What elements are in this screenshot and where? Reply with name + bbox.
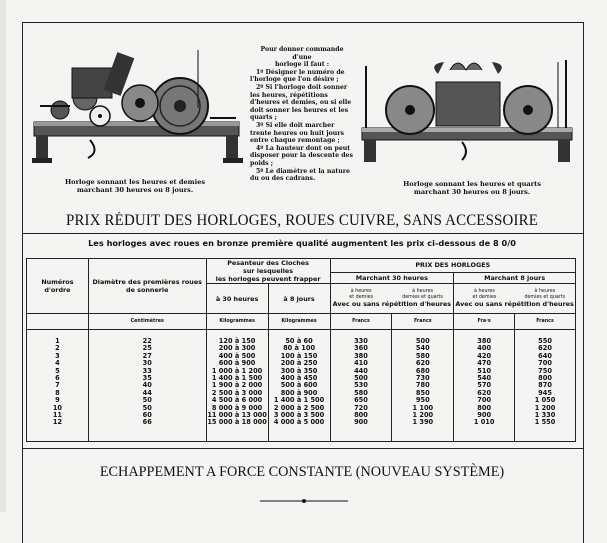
table-cell: 33 bbox=[142, 366, 152, 375]
unit-cell: Francs bbox=[392, 314, 454, 330]
table-cell: 550 bbox=[538, 337, 552, 345]
column-prix-30h-quarts bbox=[392, 330, 454, 442]
header-numero: Numéros d'ordre bbox=[27, 259, 89, 314]
table-cell: 400 à 500 bbox=[218, 351, 256, 360]
table-cell: 750 bbox=[538, 366, 552, 375]
table-cell: 620 bbox=[538, 344, 552, 353]
table-cell: 380 bbox=[354, 351, 368, 360]
table-cell: 12 bbox=[52, 418, 63, 427]
table-cell: 4 bbox=[55, 359, 60, 368]
instruction-item: 3º Si elle doit marcher trente heures ou huit jours entre chaque remontage ; bbox=[250, 121, 345, 145]
unit-cell: Kilogrammes bbox=[206, 314, 268, 330]
table-cell: 80 à 100 bbox=[283, 344, 316, 353]
header-diametre: Diamètre des premières roues de sonnerie bbox=[88, 259, 206, 314]
table-cell: 945 bbox=[538, 388, 552, 397]
order-instructions bbox=[250, 46, 354, 183]
left-illustration-caption: Horloge sonnant les heures et demies marchant 30 heures ou 8 jours. bbox=[64, 178, 206, 195]
table-cell: 800 à 900 bbox=[280, 388, 318, 397]
table-cell: 27 bbox=[142, 351, 152, 360]
table-cell: 600 à 900 bbox=[218, 359, 256, 368]
table-cell: 900 bbox=[354, 418, 368, 427]
table-cell: 50 bbox=[142, 396, 152, 405]
table-cell: 800 bbox=[477, 403, 492, 412]
table-cell: 400 bbox=[477, 344, 492, 353]
left-clock-mechanism-illustration bbox=[30, 48, 245, 166]
table-cell: 4 000 à 5 000 bbox=[273, 418, 325, 427]
header-prix: PRIX DES HORLOGES bbox=[330, 259, 575, 273]
table-cell: 500 à 600 bbox=[280, 381, 318, 390]
table-cell: 380 bbox=[477, 337, 492, 345]
table-cell: 620 bbox=[415, 359, 430, 368]
column-prix-8j-quarts bbox=[515, 330, 576, 442]
table-cell: 580 bbox=[354, 388, 368, 397]
table-cell: 60 bbox=[142, 411, 152, 420]
table-cell: 800 bbox=[538, 374, 552, 383]
instruction-item: 5º Le diamètre et la nature du ou des cadrans. bbox=[250, 167, 350, 183]
table-cell: 7 bbox=[55, 381, 60, 390]
column-cloches-8j bbox=[268, 330, 330, 442]
instruction-item: 2º Si l'horloge doit sonner les heures, répétitions d'heures et demies, ou si elle doit sonner les heures et les quarts ; bbox=[250, 83, 352, 122]
table-cell: 66 bbox=[142, 418, 152, 427]
column-cloches-30h bbox=[206, 330, 268, 442]
table-cell: 1 bbox=[55, 337, 60, 345]
table-cell: 410 bbox=[354, 359, 368, 368]
table-cell: 620 bbox=[477, 388, 492, 397]
table-cell: 780 bbox=[415, 381, 430, 390]
table-cell: 700 bbox=[538, 359, 552, 368]
table-cell: 25 bbox=[142, 344, 152, 353]
table-cell: 540 bbox=[415, 344, 430, 353]
table-cell: 730 bbox=[415, 374, 430, 383]
column-prix-30h-demies bbox=[330, 330, 392, 442]
unit-cell: Kilogrammes bbox=[268, 314, 330, 330]
escapement-title: ECHAPPEMENT A FORCE CONSTANTE (NOUVEAU SYSTÈME) bbox=[99, 464, 505, 480]
table-cell: 540 bbox=[477, 374, 492, 383]
page-edge bbox=[0, 0, 6, 512]
table-cell: 570 bbox=[477, 381, 492, 390]
table-cell: 300 à 350 bbox=[280, 366, 318, 375]
table-cell: 1 390 bbox=[412, 418, 434, 427]
header-prix-8j-sub: à heures et demies à heures demies et quarts Avec ou sans répétition d'heures bbox=[454, 284, 576, 314]
table-cell: 1 100 bbox=[412, 403, 434, 412]
table-cell: 510 bbox=[477, 366, 492, 375]
table-cell: 720 bbox=[354, 403, 368, 412]
header-marchant-30: Marchant 30 heures bbox=[330, 272, 454, 283]
instruction-item: 1º Désigner le numéro de l'horloge que l'on désire ; bbox=[250, 68, 345, 84]
table-cell: 1 010 bbox=[473, 418, 495, 427]
price-table bbox=[26, 258, 576, 442]
table-cell: 1 900 à 2 000 bbox=[211, 381, 263, 390]
header-pesanteur: Pesanteur des Cloches sur lesquelles les horloges peuvent frapper bbox=[206, 259, 330, 284]
table-cell: 44 bbox=[142, 388, 152, 397]
table-cell: 3 bbox=[55, 351, 60, 360]
unit-cell: Francs bbox=[330, 314, 392, 330]
table-cell: 3 000 à 3 500 bbox=[273, 411, 325, 420]
section-rule bbox=[22, 448, 584, 449]
column-numeros bbox=[27, 330, 89, 442]
table-cell: 500 bbox=[354, 374, 368, 383]
header-marchant-8: Marchant 8 jours bbox=[454, 272, 576, 283]
table-cell: 500 bbox=[415, 337, 430, 345]
table-cell: 40 bbox=[142, 381, 152, 390]
table-cell: 900 bbox=[477, 411, 492, 420]
table-cell: 22 bbox=[142, 337, 152, 345]
table-cell: 200 à 300 bbox=[218, 344, 256, 353]
table-cell: 50 à 60 bbox=[285, 337, 313, 345]
table-cell: 5 bbox=[55, 366, 60, 375]
unit-cell: Francs bbox=[515, 314, 576, 330]
table-cell: 1 400 à 1 500 bbox=[273, 396, 325, 405]
table-cell: 700 bbox=[477, 396, 492, 405]
table-cell: 650 bbox=[354, 396, 368, 405]
table-cell: 2 000 à 2 500 bbox=[273, 403, 325, 412]
table-cell: 1 550 bbox=[534, 418, 556, 427]
table-cell: 330 bbox=[354, 337, 368, 345]
unit-cell bbox=[27, 314, 89, 330]
title-rule bbox=[22, 233, 584, 234]
table-cell: 800 bbox=[354, 411, 368, 420]
column-prix-8j-demies bbox=[454, 330, 515, 442]
table-cell: 530 bbox=[354, 381, 368, 390]
table-cell: 9 bbox=[55, 396, 60, 405]
header-8-jours: à 8 jours bbox=[268, 284, 330, 314]
table-cell: 1 400 à 1 500 bbox=[211, 374, 263, 383]
table-cell: 870 bbox=[538, 381, 552, 390]
table-cell: 420 bbox=[477, 351, 492, 360]
table-cell: 11 bbox=[52, 411, 63, 420]
table-cell: 15 000 à 18 000 bbox=[207, 418, 267, 427]
right-clock-mechanism-illustration bbox=[358, 52, 576, 164]
table-cell: 10 bbox=[52, 403, 63, 412]
unit-cell: Fra·s bbox=[454, 314, 515, 330]
table-cell: 50 bbox=[142, 403, 152, 412]
table-cell: 1 330 bbox=[534, 411, 556, 420]
table-cell: 640 bbox=[538, 351, 552, 360]
table-cell: 360 bbox=[354, 344, 368, 353]
header-prix-30h-sub: à heures et demies à heures demies et quarts Avec ou sans répétition d'heures bbox=[330, 284, 454, 314]
table-cell: 2 500 à 3 000 bbox=[211, 388, 263, 397]
table-cell: 6 bbox=[55, 374, 60, 383]
table-cell: 8 000 à 9 000 bbox=[211, 403, 263, 412]
table-cell: 35 bbox=[142, 374, 152, 383]
column-diametres bbox=[88, 330, 206, 442]
price-table-title: PRIX RÉDUIT DES HORLOGES, ROUES CUIVRE, SANS ACCESSOIRE bbox=[65, 212, 539, 229]
table-cell: 4 500 à 6 000 bbox=[211, 396, 263, 405]
table-cell: 1 200 bbox=[412, 411, 434, 420]
table-cell: 440 bbox=[354, 366, 368, 375]
ornament-rule bbox=[260, 498, 348, 504]
table-cell: 400 à 450 bbox=[280, 374, 318, 383]
table-cell: 120 à 150 bbox=[218, 337, 256, 345]
table-cell: 850 bbox=[415, 388, 430, 397]
unit-cell: Centimètres bbox=[88, 314, 206, 330]
instructions-title: Pour donner commande d'une horloge il faut : bbox=[260, 46, 344, 69]
table-cell: 680 bbox=[415, 366, 430, 375]
table-cell: 100 à 150 bbox=[280, 351, 318, 360]
table-cell: 11 000 à 13 000 bbox=[207, 411, 267, 420]
table-cell: 1 050 bbox=[534, 396, 556, 405]
right-illustration-caption: Horloge sonnant les heures et quarts marchant 30 heures ou 8 jours. bbox=[403, 180, 541, 197]
instruction-item: 4º La hauteur dont on peut disposer pour la descente des poids ; bbox=[250, 144, 353, 167]
table-cell: 1 000 à 1 200 bbox=[211, 366, 263, 375]
table-cell: 470 bbox=[477, 359, 492, 368]
table-cell: 580 bbox=[415, 351, 430, 360]
table-cell: 200 à 250 bbox=[280, 359, 318, 368]
header-30-heures: à 30 heures bbox=[206, 284, 268, 314]
table-cell: 2 bbox=[55, 344, 60, 353]
table-cell: 8 bbox=[55, 388, 60, 397]
bronze-surcharge-note: Les horloges avec roues en bronze première qualité augmentent les prix ci-dessous de 8 0/0 bbox=[88, 238, 516, 248]
table-cell: 950 bbox=[415, 396, 430, 405]
table-cell: 1 200 bbox=[534, 403, 556, 412]
table-cell: 30 bbox=[142, 359, 152, 368]
